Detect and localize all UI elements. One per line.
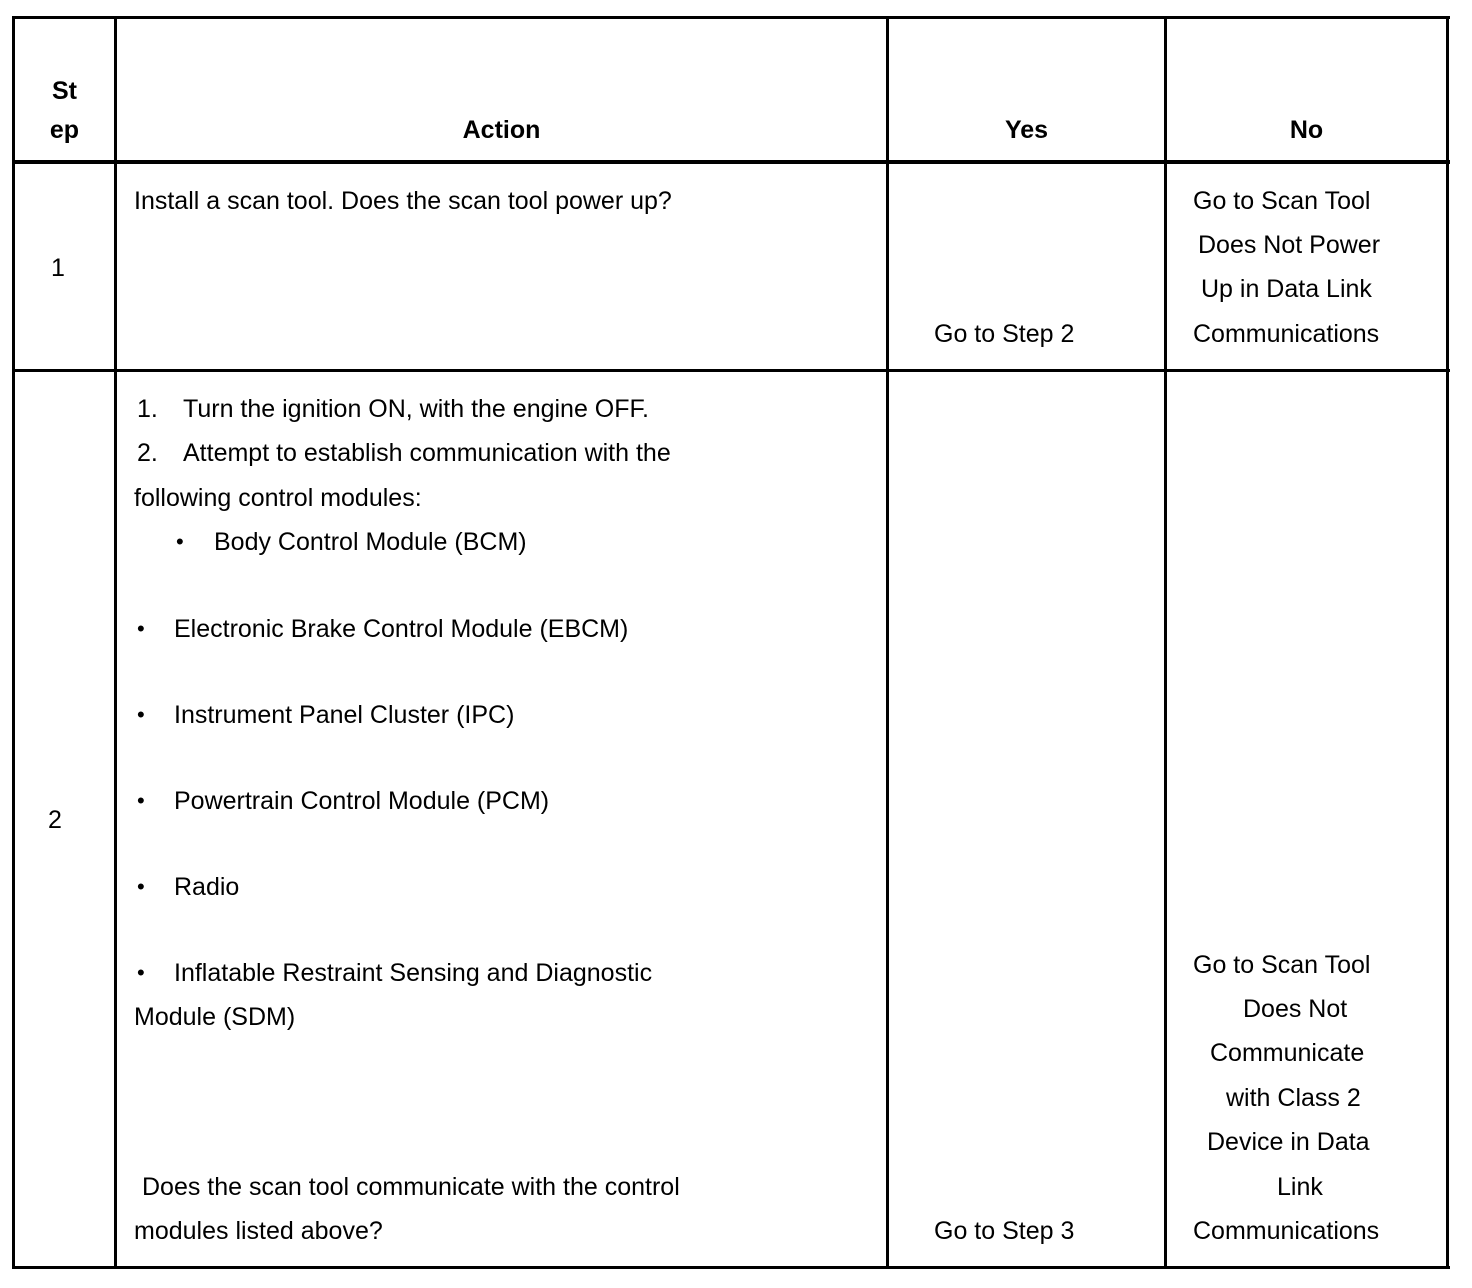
module-item-radio: Radio bbox=[174, 873, 240, 901]
table-border-right bbox=[1446, 16, 1449, 1269]
row2-no-line4: with Class 2 bbox=[1226, 1084, 1361, 1112]
row1-no-line2: Does Not Power bbox=[1198, 231, 1381, 259]
module-item-bcm: Body Control Module (BCM) bbox=[214, 528, 527, 556]
row2-yes: Go to Step 3 bbox=[934, 1217, 1075, 1245]
table-border-bottom bbox=[12, 1266, 1450, 1269]
table-border-left bbox=[12, 16, 15, 1269]
bullet-icon: • bbox=[137, 616, 145, 641]
numbered-step-text-2: Attempt to establish communication with the bbox=[183, 439, 671, 467]
row2-no-line5: Device in Data bbox=[1207, 1128, 1370, 1156]
row1-no-line1: Go to Scan Tool bbox=[1193, 187, 1371, 215]
bullet-icon: • bbox=[137, 960, 145, 985]
header-divider bbox=[12, 160, 1450, 164]
row2-no-line3: Communicate bbox=[1210, 1039, 1365, 1067]
header-step-line2: ep bbox=[49, 116, 80, 144]
table-border-top bbox=[12, 16, 1450, 19]
question-line1: Does the scan tool communicate with the control bbox=[142, 1173, 680, 1201]
row1-yes: Go to Step 2 bbox=[934, 320, 1075, 348]
row2-no-line7: Communications bbox=[1193, 1217, 1380, 1245]
module-item-ipc: Instrument Panel Cluster (IPC) bbox=[174, 701, 515, 729]
header-yes: Yes bbox=[1004, 116, 1049, 144]
column-divider-action bbox=[886, 16, 889, 1269]
row2-no-line2: Does Not bbox=[1243, 995, 1348, 1023]
row2-no-line6: Link bbox=[1277, 1173, 1323, 1201]
step-number-2: 2. bbox=[137, 439, 158, 467]
numbered-step-continuation: following control modules: bbox=[134, 484, 422, 512]
header-no: No bbox=[1289, 116, 1324, 144]
row1-no-line4: Communications bbox=[1193, 320, 1380, 348]
header-step-line1: St bbox=[52, 77, 77, 105]
row1-no-line3: Up in Data Link bbox=[1201, 275, 1372, 303]
row1-step: 1 bbox=[51, 254, 65, 282]
bullet-icon: • bbox=[137, 702, 145, 727]
question-line2: modules listed above? bbox=[134, 1217, 383, 1245]
module-item-sdm: Inflatable Restraint Sensing and Diagnostic bbox=[174, 959, 653, 987]
module-item-pcm: Powertrain Control Module (PCM) bbox=[174, 787, 550, 815]
row1-action: Install a scan tool. Does the scan tool power up? bbox=[134, 187, 672, 215]
column-divider-yes bbox=[1164, 16, 1167, 1269]
step-number-1: 1. bbox=[137, 395, 158, 423]
bullet-icon: • bbox=[137, 874, 145, 899]
bullet-icon: • bbox=[137, 788, 145, 813]
row-divider bbox=[12, 369, 1450, 372]
header-action: Action bbox=[462, 116, 541, 144]
column-divider-step bbox=[114, 16, 117, 1269]
numbered-step-text-1: Turn the ignition ON, with the engine OFF. bbox=[183, 395, 649, 423]
module-item-sdm-continuation: Module (SDM) bbox=[134, 1003, 296, 1031]
bullet-icon: • bbox=[176, 529, 184, 554]
row2-step: 2 bbox=[48, 806, 62, 834]
module-item-ebcm: Electronic Brake Control Module (EBCM) bbox=[174, 615, 629, 643]
row2-no-line1: Go to Scan Tool bbox=[1193, 951, 1371, 979]
